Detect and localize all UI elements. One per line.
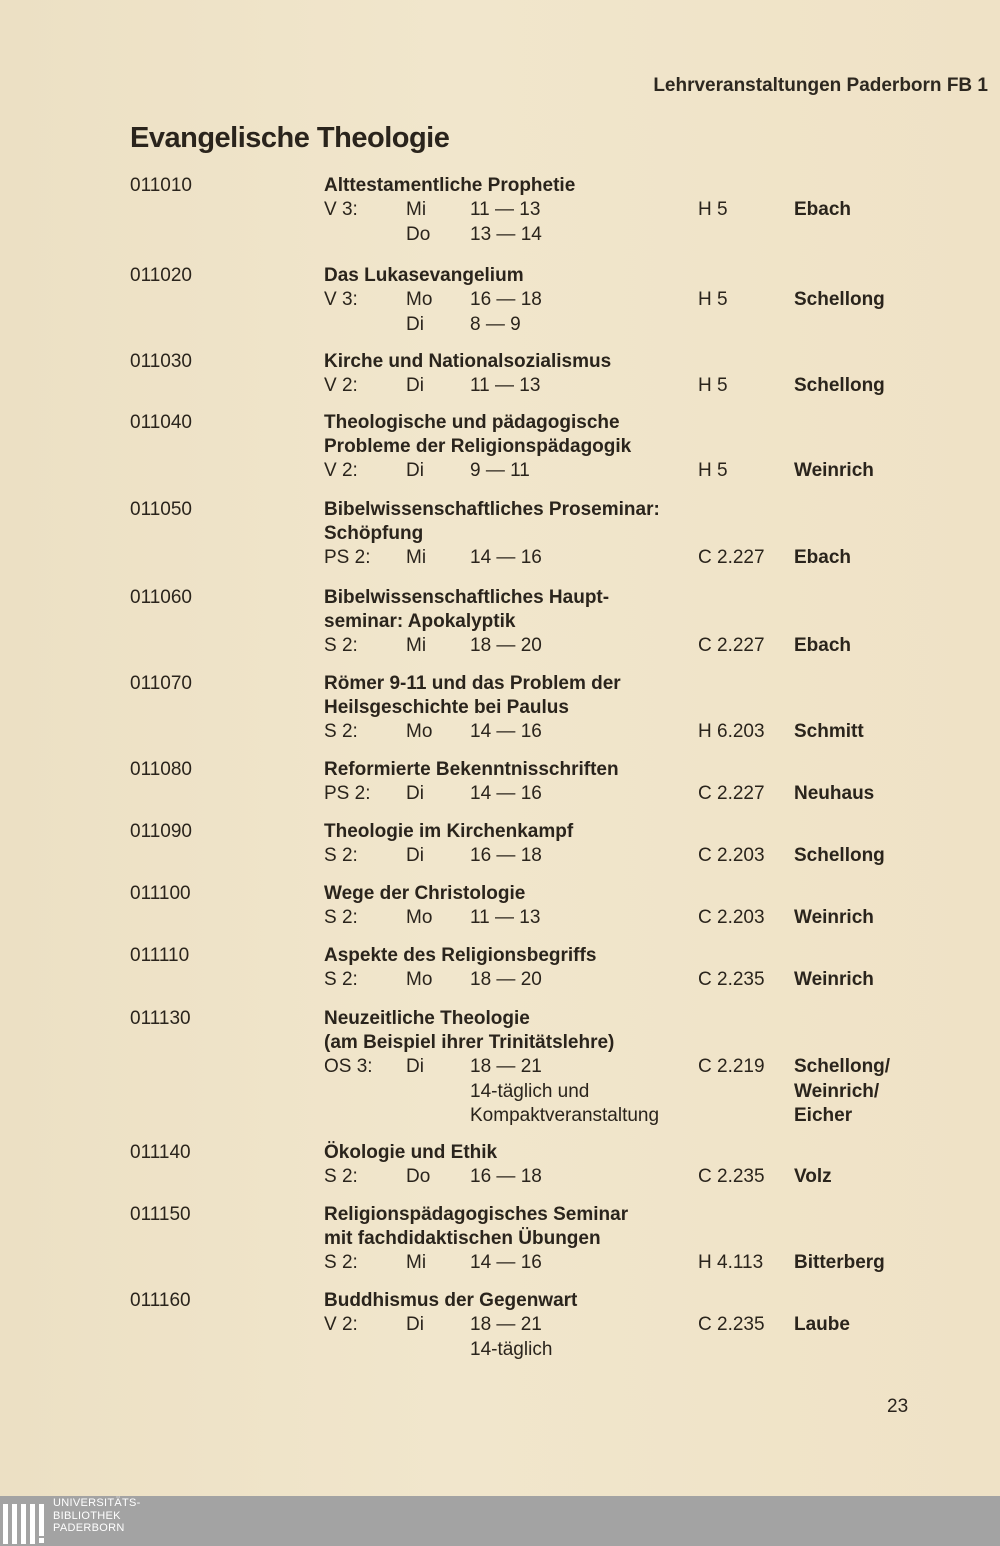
time-slot: 8 — 9: [470, 313, 521, 335]
schedule-row: [324, 634, 984, 659]
time-slot: 11 — 13: [470, 375, 541, 396]
lecturer: Ebach: [794, 635, 852, 656]
course-number: 011110: [130, 945, 190, 966]
course-details: [324, 820, 984, 869]
weekday: Di: [406, 1314, 424, 1335]
room: H 6.203: [698, 721, 765, 742]
lecturer: Volz: [794, 1166, 832, 1187]
room: C 2.203: [698, 907, 765, 928]
course-number: 011070: [130, 673, 192, 694]
weekday: Mo: [406, 721, 433, 742]
logo-line: PADERBORN: [53, 1522, 125, 1534]
lecturer: Weinrich: [794, 460, 874, 481]
logo-line: UNIVERSITÄTS-: [53, 1497, 141, 1509]
course-title-line: Schöpfung: [324, 523, 424, 544]
course-type: S 2:: [324, 907, 358, 928]
course-title-line: Probleme der Religionspädagogik: [324, 436, 632, 457]
schedule-row: [324, 906, 984, 931]
lecturer: Weinrich: [794, 907, 874, 928]
course-title-line: seminar: Apokalyptik: [324, 611, 516, 632]
time-slot: 14 — 16: [470, 547, 542, 568]
lecturer: Laube: [794, 1314, 850, 1335]
course-details: [324, 672, 984, 745]
course-title-line: Reformierte Bekenntnisschriften: [324, 759, 619, 780]
time-slot: Kompaktveranstaltung: [470, 1105, 660, 1126]
schedule-row: [324, 459, 984, 484]
time-slot: 11 — 13: [470, 199, 541, 220]
course-type: V 2:: [324, 460, 358, 481]
weekday: Mo: [406, 289, 433, 310]
course-type: S 2:: [324, 721, 358, 742]
schedule-row: [324, 1055, 984, 1080]
course-details: [324, 174, 984, 247]
time-slot: 16 — 18: [470, 289, 542, 310]
course-details: [324, 1007, 984, 1129]
time-slot: 14-täglich und: [470, 1080, 590, 1102]
running-head: Lehrveranstaltungen Paderborn FB 1: [653, 75, 988, 96]
time-slot: 14-täglich: [470, 1338, 553, 1360]
course-title-line: Bibelwissenschaftliches Proseminar:: [324, 499, 660, 520]
schedule-row: [324, 720, 984, 745]
weekday: Di: [406, 313, 424, 335]
logo-line: BIBLIOTHEK: [53, 1509, 121, 1522]
lecturer: Weinrich: [794, 969, 874, 990]
course-type: S 2:: [324, 635, 358, 656]
weekday: Mi: [406, 547, 427, 568]
weekday: Mi: [406, 1252, 427, 1273]
schedule-row: [324, 288, 984, 313]
library-logo-icon: [2, 1500, 48, 1544]
course-title-line: Buddhismus der Gegenwart: [324, 1290, 578, 1311]
room: H 5: [698, 289, 728, 310]
weekday: Di: [406, 845, 424, 866]
room: C 2.227: [698, 635, 765, 656]
course-title-line: Theologie im Kirchenkampf: [324, 821, 574, 842]
course-number: 011090: [130, 821, 192, 842]
course-number: 011140: [130, 1142, 191, 1163]
room: C 2.219: [698, 1056, 765, 1077]
library-logo-text: [53, 1497, 141, 1535]
schedule-row: [324, 844, 984, 869]
time-slot: 14 — 16: [470, 721, 542, 742]
schedule-row: [324, 313, 984, 338]
course-details: [324, 1203, 984, 1276]
room: C 2.235: [698, 1166, 765, 1187]
schedule-row: [324, 374, 984, 399]
course-title-line: Kirche und Nationalsozialismus: [324, 351, 612, 372]
course-title-line: Wege der Christologie: [324, 883, 526, 904]
course-type: V 2:: [324, 375, 358, 396]
weekday: Mi: [406, 635, 427, 656]
schedule-row: [324, 198, 984, 223]
schedule-row: [324, 1251, 984, 1276]
course-details: [324, 882, 984, 931]
room: C 2.235: [698, 969, 765, 990]
time-slot: 11 — 13: [470, 907, 541, 928]
course-type: PS 2:: [324, 783, 371, 804]
course-type: OS 3:: [324, 1056, 373, 1077]
course-title-line: Bibelwissenschaftliches Haupt-: [324, 587, 610, 608]
course-number: 011010: [130, 175, 192, 196]
weekday: Di: [406, 375, 424, 396]
time-slot: 14 — 16: [470, 783, 542, 804]
course-number: 011030: [130, 351, 192, 372]
course-title-line: mit fachdidaktischen Übungen: [324, 1228, 601, 1249]
weekday: Mo: [406, 969, 433, 990]
time-slot: 18 — 20: [470, 635, 542, 656]
room: H 5: [698, 460, 728, 481]
course-number: 011060: [130, 587, 192, 608]
course-details: [324, 264, 984, 337]
lecturer: Schellong: [794, 375, 885, 396]
course-title-line: Alttestamentliche Prophetie: [324, 175, 576, 196]
weekday: Di: [406, 1056, 424, 1077]
course-type: S 2:: [324, 1252, 358, 1273]
course-number: 011080: [130, 759, 192, 780]
course-number: 011100: [130, 883, 191, 904]
lecturer: Bitterberg: [794, 1252, 885, 1273]
weekday: Mi: [406, 199, 427, 220]
library-footer-bar: [0, 1496, 1000, 1546]
course-type: S 2:: [324, 1166, 358, 1187]
time-slot: 18 — 20: [470, 969, 542, 990]
time-slot: 13 — 14: [470, 223, 542, 245]
lecturer: Ebach: [794, 547, 852, 568]
room: H 5: [698, 375, 728, 396]
course-title-line: Römer 9-11 und das Problem der: [324, 673, 621, 694]
course-title-line: Religionspädagogisches Seminar: [324, 1204, 629, 1225]
page-number: 23: [887, 1396, 909, 1417]
time-slot: 16 — 18: [470, 1166, 542, 1187]
course-type: S 2:: [324, 845, 358, 866]
course-number: 011150: [130, 1204, 191, 1225]
room: H 4.113: [698, 1252, 764, 1273]
lecturer: Schellong: [794, 289, 885, 310]
course-number: 011020: [130, 265, 192, 286]
course-details: [324, 944, 984, 993]
time-slot: 14 — 16: [470, 1252, 542, 1273]
schedule-row: [324, 1165, 984, 1190]
course-title-line: Ökologie und Ethik: [324, 1142, 498, 1163]
lecturer: Schmitt: [794, 721, 864, 742]
schedule-row: [324, 782, 984, 807]
course-type: PS 2:: [324, 547, 371, 568]
schedule-row: [324, 1080, 984, 1105]
room: C 2.227: [698, 783, 765, 804]
schedule-row: [324, 546, 984, 571]
course-details: [324, 350, 984, 399]
weekday: Mo: [406, 907, 433, 928]
course-details: [324, 586, 984, 659]
course-title-line: Theologische und pädagogische: [324, 412, 620, 433]
course-type: V 3:: [324, 289, 358, 310]
weekday: Do: [406, 223, 431, 245]
course-number: 011130: [130, 1008, 191, 1029]
weekday: Di: [406, 783, 424, 804]
course-type: V 3:: [324, 199, 358, 220]
room: C 2.203: [698, 845, 765, 866]
lecturer: Schellong: [794, 845, 885, 866]
course-title-line: Das Lukasevangelium: [324, 265, 524, 286]
weekday: Di: [406, 460, 424, 481]
course-number: 011040: [130, 412, 192, 433]
schedule-row: [324, 1104, 984, 1129]
course-type: S 2:: [324, 969, 358, 990]
course-details: [324, 1141, 984, 1190]
course-details: [324, 411, 984, 484]
course-title-line: Aspekte des Religionsbegriffs: [324, 945, 597, 966]
schedule-row: [324, 223, 984, 248]
course-type: V 2:: [324, 1314, 358, 1335]
lecturer: Schellong/: [794, 1056, 891, 1077]
course-title-line: Heilsgeschichte bei Paulus: [324, 697, 569, 718]
time-slot: 9 — 11: [470, 460, 530, 481]
weekday: Do: [406, 1166, 431, 1187]
course-details: [324, 1289, 984, 1362]
course-number: 011050: [130, 499, 192, 520]
section-title: Evangelische Theologie: [130, 122, 450, 154]
room: C 2.227: [698, 547, 765, 568]
room: C 2.235: [698, 1314, 765, 1335]
schedule-row: [324, 968, 984, 993]
lecturer: Weinrich/: [794, 1080, 880, 1102]
course-details: [324, 498, 984, 571]
course-number: 011160: [130, 1290, 191, 1311]
room: H 5: [698, 199, 728, 220]
course-title-line: Neuzeitliche Theologie: [324, 1008, 530, 1029]
schedule-row: [324, 1338, 984, 1363]
schedule-row: [324, 1313, 984, 1338]
time-slot: 16 — 18: [470, 845, 542, 866]
lecturer: Ebach: [794, 199, 852, 220]
lecturer: Eicher: [794, 1105, 853, 1126]
lecturer: Neuhaus: [794, 783, 875, 804]
course-details: [324, 758, 984, 807]
time-slot: 18 — 21: [470, 1056, 542, 1077]
time-slot: 18 — 21: [470, 1314, 542, 1335]
course-title-line: (am Beispiel ihrer Trinitätslehre): [324, 1032, 615, 1053]
